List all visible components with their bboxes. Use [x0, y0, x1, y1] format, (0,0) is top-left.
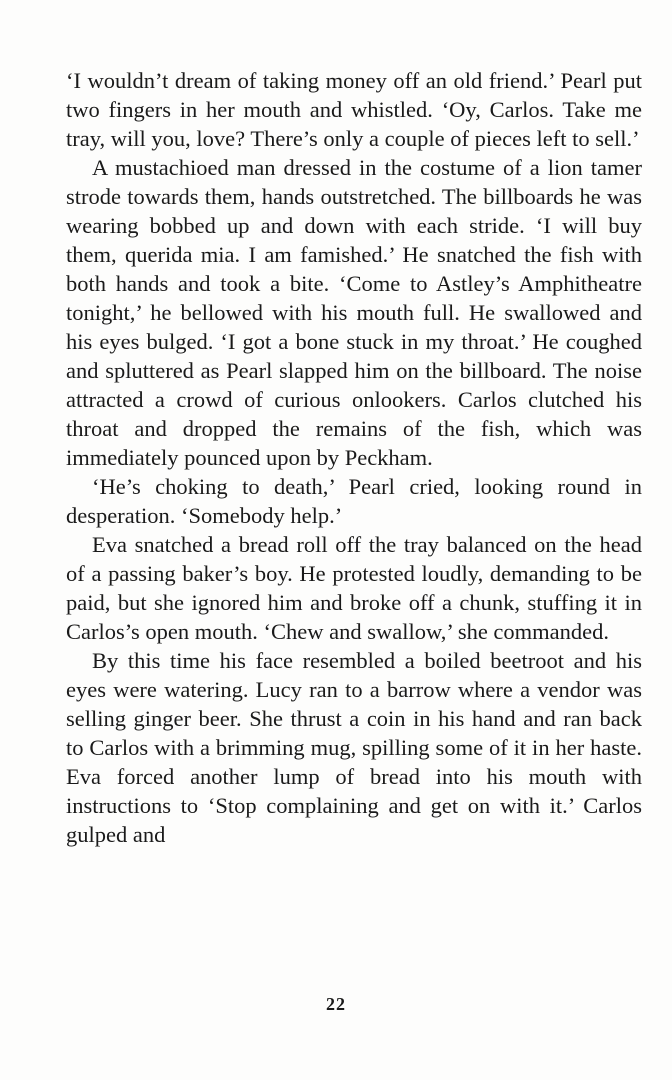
- page-number: 22: [326, 994, 346, 1014]
- paragraph: Eva snatched a bread roll off the tray balanced on the head of a passing baker’s boy. He protested loudly, demanding to be paid, but she ignored him and broke off a chunk, stuffing it in Carlos’s open mouth. ‘Chew and swallow,’ she commanded.: [66, 532, 642, 644]
- paragraph: ‘He’s choking to death,’ Pearl cried, looking round in desperation. ‘Somebody help.’: [66, 474, 642, 528]
- paragraph: ‘I wouldn’t dream of taking money off an old friend.’ Pearl put two fingers in her mouth and whistled. ‘Oy, Carlos. Take me tray, will you, love? There’s only a couple of pieces left to sell.’: [66, 68, 642, 151]
- paragraph: A mustachioed man dressed in the costume of a lion tamer strode towards them, hands outstretched. The billboards he was wearing bobbed up and down with each stride. ‘I will buy them, querida mia. I am famished.’ He snatched the fish with both hands and took a bite. ‘Come to Astley’s Amphitheatre tonight,’ he bellowed with his mouth full. He swallowed and his eyes bulged. ‘I got a bone stuck in my throat.’ He coughed and spluttered as Pearl slapped him on the billboard. The noise attracted a crowd of curious onlookers. Carlos clutched his throat and dropped the remains of the fish, which was immediately pounced upon by Peckham.: [66, 155, 642, 470]
- body-text: [66, 66, 642, 849]
- paragraph: By this time his face resembled a boiled beetroot and his eyes were watering. Lucy ran to a barrow where a vendor was selling ginger beer. She thrust a coin in his hand and ran back to Carlos with a brimming mug, spilling some of it in her haste. Eva forced another lump of bread into his mouth with instructions to ‘Stop complaining and get on with it.’ Carlos gulped and: [66, 648, 642, 847]
